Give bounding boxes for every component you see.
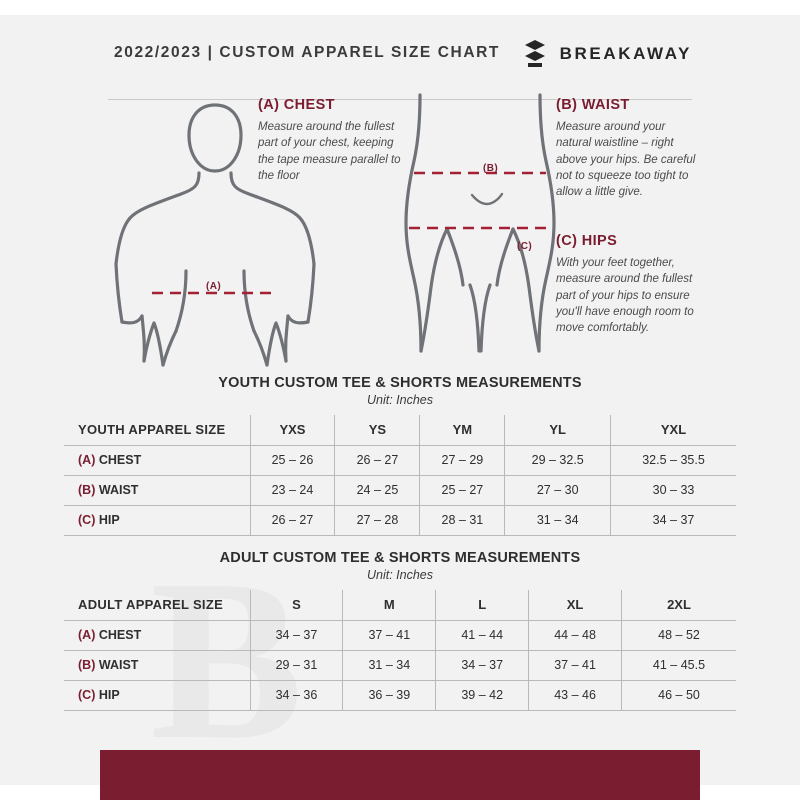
table-row <box>64 445 736 475</box>
youth-col-1: YS <box>335 415 420 445</box>
adult-r1-c2: 34 – 37 <box>436 650 529 680</box>
adult-row-2-label <box>64 680 250 710</box>
adult-col-4: 2XL <box>622 590 737 620</box>
row-name: CHEST <box>98 453 142 467</box>
chest-text: Measure around the fullest part of your chest, keeping the tape measure parallel to the floor <box>258 121 401 182</box>
hips-heading: (C) HIPS <box>556 233 618 249</box>
youth-r1-c3: 27 – 30 <box>505 475 611 505</box>
footer-bar <box>100 750 700 800</box>
adult-r1-c0: 29 – 31 <box>250 650 343 680</box>
table-header-row <box>64 415 736 445</box>
sheet-background <box>0 15 800 785</box>
adult-col-3: XL <box>529 590 622 620</box>
adult-row-1-label <box>64 650 250 680</box>
youth-section <box>0 375 800 536</box>
youth-r1-c4: 30 – 33 <box>611 475 736 505</box>
youth-r2-c4: 34 – 37 <box>611 505 736 535</box>
youth-row-0-label <box>64 445 250 475</box>
label-hips-marker: (C) <box>517 241 533 252</box>
youth-r1-c0: 23 – 24 <box>250 475 335 505</box>
youth-r0-c0: 25 – 26 <box>250 445 335 475</box>
waist-heading: (B) WAIST <box>556 97 630 113</box>
row-tag: (C) <box>78 513 96 527</box>
adult-row-0-label <box>64 620 250 650</box>
youth-r1-c1: 24 – 25 <box>335 475 420 505</box>
adult-section <box>0 550 800 711</box>
adult-r1-c1: 31 – 34 <box>343 650 436 680</box>
measurement-diagrams <box>0 85 800 375</box>
row-tag: (B) <box>78 658 96 672</box>
adult-r0-c1: 37 – 41 <box>343 620 436 650</box>
row-name: WAIST <box>98 658 139 672</box>
label-waist-marker: (B) <box>483 163 499 174</box>
youth-r0-c1: 26 – 27 <box>335 445 420 475</box>
table-row <box>64 620 736 650</box>
row-tag: (A) <box>78 453 96 467</box>
adult-section-title: ADULT CUSTOM TEE & SHORTS MEASUREMENTS <box>219 550 581 566</box>
youth-col-3: YL <box>505 415 611 445</box>
waist-description-block <box>556 97 702 201</box>
youth-r2-c2: 28 – 31 <box>420 505 505 535</box>
row-name: HIP <box>98 688 120 702</box>
youth-unit-label: Unit: Inches <box>366 393 433 407</box>
hips-description-block <box>556 233 702 337</box>
adult-size-table <box>64 590 736 711</box>
label-chest-marker: (A) <box>206 281 222 292</box>
brand-name: BREAKAWAY <box>559 44 692 63</box>
youth-col-0: YXS <box>250 415 335 445</box>
table-row <box>64 680 736 710</box>
table-header-row <box>64 590 736 620</box>
table-row <box>64 505 736 535</box>
youth-r2-c0: 26 – 27 <box>250 505 335 535</box>
adult-r1-c3: 37 – 41 <box>529 650 622 680</box>
youth-section-title: YOUTH CUSTOM TEE & SHORTS MEASUREMENTS <box>218 375 582 391</box>
adult-r0-c0: 34 – 37 <box>250 620 343 650</box>
row-name: CHEST <box>98 628 142 642</box>
youth-r0-c2: 27 – 29 <box>420 445 505 475</box>
brand-lockup <box>522 39 692 69</box>
chest-heading: (A) CHEST <box>258 97 335 113</box>
adult-r2-c2: 39 – 42 <box>436 680 529 710</box>
adult-r2-c0: 34 – 36 <box>250 680 343 710</box>
row-tag: (A) <box>78 628 96 642</box>
adult-r2-c3: 43 – 46 <box>529 680 622 710</box>
row-tag: (B) <box>78 483 96 497</box>
adult-r2-c1: 36 – 39 <box>343 680 436 710</box>
row-tag: (C) <box>78 688 96 702</box>
adult-r2-c4: 46 – 50 <box>622 680 737 710</box>
adult-r0-c4: 48 – 52 <box>622 620 737 650</box>
adult-head-label: ADULT APPAREL SIZE <box>64 590 250 620</box>
youth-col-2: YM <box>420 415 505 445</box>
youth-r0-c4: 32.5 – 35.5 <box>611 445 736 475</box>
breakaway-logo-icon <box>522 39 548 69</box>
page-header <box>0 37 800 83</box>
table-row <box>64 650 736 680</box>
hips-text: With your feet together, measure around the fullest part of your hips to ensure you'll have enough room to move comfortably. <box>556 257 694 335</box>
youth-r2-c1: 27 – 28 <box>335 505 420 535</box>
youth-head-label: YOUTH APPAREL SIZE <box>64 415 250 445</box>
youth-r1-c2: 25 – 27 <box>420 475 505 505</box>
waist-text: Measure around your natural waistline – right above your hips. Be careful not to squeeze too tight to allow a little give. <box>556 121 696 199</box>
page-title: 2022/2023 | CUSTOM APPAREL SIZE CHART <box>114 44 500 61</box>
row-name: WAIST <box>98 483 139 497</box>
youth-row-2-label <box>64 505 250 535</box>
table-row <box>64 475 736 505</box>
youth-row-1-label <box>64 475 250 505</box>
youth-r0-c3: 29 – 32.5 <box>505 445 611 475</box>
chest-description-block <box>258 97 404 184</box>
adult-col-0: S <box>250 590 343 620</box>
adult-col-1: M <box>343 590 436 620</box>
youth-r2-c3: 31 – 34 <box>505 505 611 535</box>
adult-r0-c2: 41 – 44 <box>436 620 529 650</box>
row-name: HIP <box>98 513 120 527</box>
adult-r0-c3: 44 – 48 <box>529 620 622 650</box>
adult-unit-label: Unit: Inches <box>366 568 433 582</box>
youth-col-4: YXL <box>611 415 736 445</box>
adult-col-2: L <box>436 590 529 620</box>
adult-r1-c4: 41 – 45.5 <box>622 650 737 680</box>
youth-size-table <box>64 415 736 536</box>
